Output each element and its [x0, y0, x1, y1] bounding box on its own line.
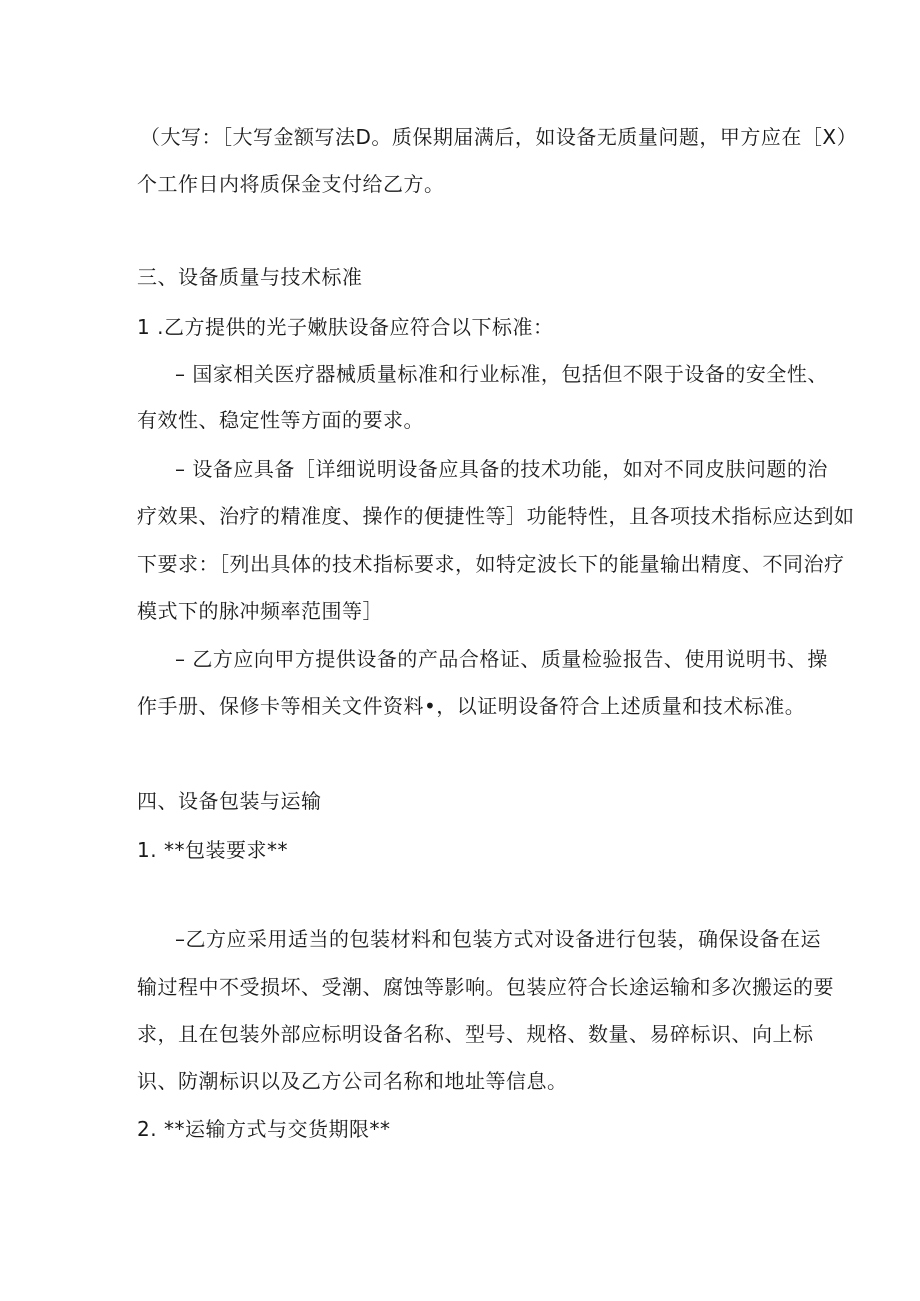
section-3-item-1: 1 .乙方提供的光子嫩肤设备应符合以下标准：: [137, 315, 554, 339]
section-3-bullet-2-line-2: 疗效果、治疗的精准度、操作的便捷性等］功能特性，且各项技术指标应达到如: [137, 504, 855, 528]
section-4-para-1-line-4: 识、防潮标识以及乙方公司名称和地址等信息。: [137, 1069, 568, 1093]
section-3-bullet-1-line-2: 有效性、稳定性等方面的要求。: [137, 408, 424, 432]
section-4-para-1-line-1: –乙方应采用适当的包装材料和包装方式对设备进行包装，确保设备在运: [175, 927, 821, 951]
section-4-para-1-line-2: 输过程中不受损坏、受潮、腐蚀等影响。包装应符合长途运输和多次搬运的要: [137, 975, 834, 999]
section-3-bullet-3-line-1: – 乙方应向甲方提供设备的产品合格证、质量检验报告、使用说明书、操: [175, 647, 828, 671]
section-4-item-1: 1. **包装要求**: [137, 838, 288, 862]
section-4-item-2: 2. **运输方式与交货期限**: [137, 1117, 391, 1141]
intro-line-1: （大写：［大写金额写法D。质保期届满后，如设备无质量问题，甲方应在［X）: [140, 125, 858, 149]
section-3-bullet-2-line-4: 模式下的脉冲频率范围等］: [137, 599, 383, 623]
section-3-bullet-2-line-3: 下要求：［列出具体的技术指标要求，如特定波长下的能量输出精度、不同治疗: [137, 552, 845, 576]
intro-line-2: 个工作日内将质保金支付给乙方。: [137, 172, 445, 196]
section-4-heading: 四、设备包装与运输: [137, 789, 322, 813]
section-3-bullet-3-line-2: 作手册、保修卡等相关文件资料•，以证明设备符合上述质量和技术标准。: [137, 694, 806, 718]
section-3-heading: 三、设备质量与技术标准: [137, 265, 363, 289]
section-3-bullet-1-line-1: – 国家相关医疗器械质量标准和行业标准，包括但不限于设备的安全性、: [175, 362, 828, 386]
section-4-para-1-line-3: 求，且在包装外部应标明设备名称、型号、规格、数量、易碎标识、向上标: [137, 1022, 814, 1046]
section-3-bullet-2-line-1: – 设备应具备［详细说明设备应具备的技术功能，如对不同皮肤问题的治: [175, 457, 828, 481]
